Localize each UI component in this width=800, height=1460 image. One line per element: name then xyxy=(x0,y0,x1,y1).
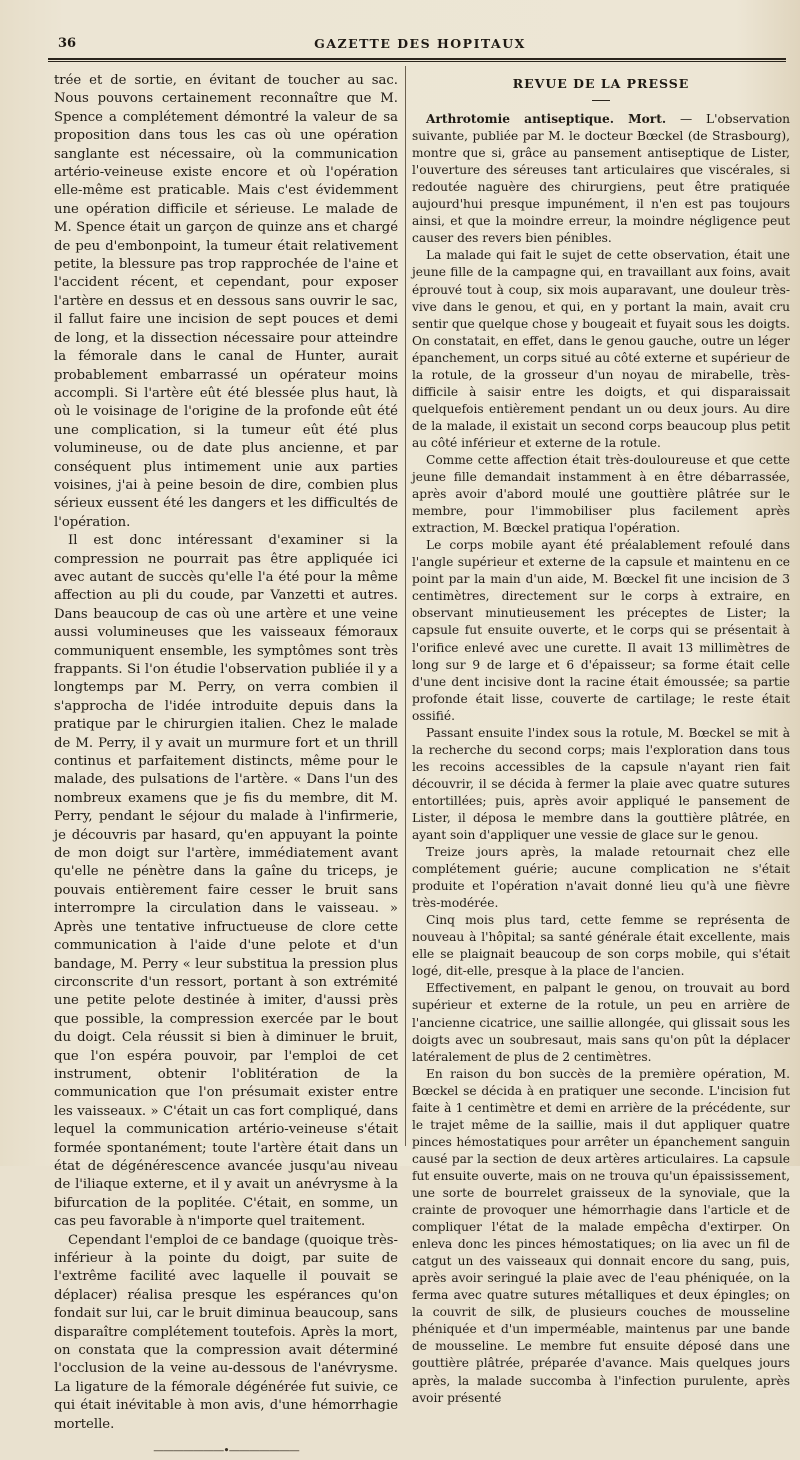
paragraph: Il est donc intéressant d'examiner si la compression ne pourrait pas être appliquée ici avec autant de succès qu'elle l'a été pour la même affection au pli du coude, par Vanzetti et autres. Dans beaucoup de cas où une artère et une veine aussi volumineuses que les vaisseaux fémoraux communiquent ensemble, les symptômes sont très frappants. Si l'on étudie l'observation publiée il y a longtemps par M. Perry, on verra combien il s'approcha de l'idée introduite depuis dans la pratique par le chirurgien italien. Chez le malade de M. Perry, il y avait un murmure fort et un thrill continus et parfaitement distincts, même pour le malade, des pulsations de l'artère. « Dans l'un des nombreux examens que je fis du membre, dit M. Perry, pendant le séjour du malade à l'infirmerie, je découvris par hasard, qu'en appuyant la pointe de mon doigt sur l'artère, immédiatement avant qu'elle ne pénètre dans la gaîne du triceps, je pouvais entièrement faire cesser le bruit sans interrompre la circulation dans le vaisseau. » Après une tentative infructueuse de clore cette communication à l'aide d'une pelote et d'un bandage, M. Perry « leur substitua la pression plus circonscrite d'un ressort, portant à son extrémité une petite pelote destinée à imiter, d'aussi près que possible, la compression exercée par le bout du doigt. Cela réussit si bien à diminuer le bruit, que l'on espéra pouvoir, par l'emploi de cet instrument, obtenir l'oblitération de la communication que l'on présumait exister entre les vaisseaux. » C'était un cas fort compliqué, dans lequel la communication artério-veineuse s'était formée spontanément; toute l'artère était dans un état de dégénérescence avancée jusqu'au niveau de l'iliaque externe, et il y avait un anévrysme à la bifurcation de la poplitée. C'était, en somme, un cas peu favorable à n'importe quel traitement. xyxy=(54,533,398,1230)
right-column xyxy=(412,72,790,1407)
paragraph: Treize jours après, la malade retournait chez elle complétement guérie; aucune complication ne s'était produite et l'opération n'avait donné lieu qu'à une fièvre très-modérée. xyxy=(412,845,790,911)
paragraph: Cinq mois plus tard, cette femme se représenta de nouveau à l'hôpital; sa santé générale était excellente, mais elle se plaignait beaucoup de son corps mobile, qui s'était logé, dit-elle, presque à la place de l'ancien. xyxy=(412,913,790,979)
paragraph: trée et de sortie, en évitant de toucher au sac. Nous pouvons certainement reconnaître que M. Spence a complétement démontré la valeur de sa proposition dans tous les cas où une opération sanglante est nécessaire, où la communication artério-veineuse existe encore et où l'opération elle-même est praticable. Mais c'est évidemment une opération difficile et sérieuse. Le malade de M. Spence était un garçon de quinze ans et chargé de peu d'embonpoint, la tumeur était relativement petite, la blessure pas trop rapprochée de l'aine et l'accident récent, et cependant, pour exposer l'artère en dessus et en dessous sans ouvrir le sac, il fallut faire une incision de sept pouces et demi de long, et la dissection nécessaire pour atteindre la fémorale dans le canal de Hunter, aurait probablement embarrassé un opérateur moins accompli. Si l'artère eût été blessée plus haut, là où le voisinage de l'origine de la profonde eût été une complication, si la tumeur eût été plus volumineuse, ou de date plus ancienne, et par conséquent plus intimement unie aux parties voisines, j'ai à peine besoin de dire, combien plus sérieux eussent été les dangers et les difficultés de l'opération. xyxy=(54,73,398,530)
article-title: Arthrotomie antiseptique. Mort. xyxy=(426,112,667,127)
heading-rule xyxy=(592,100,610,101)
paragraph: Effectivement, en palpant le genou, on trouvait au bord supérieur et externe de la rotule, un peu en arrière de l'ancienne cicatrice, une saillie allongée, qui glissait sous les doigts avec un soubresaut, mais sans qu'on pût la déplacer latéralement de plus de 2 centimètres. xyxy=(412,981,790,1064)
left-column xyxy=(54,72,398,1460)
paragraph: En raison du bon succès de la première opération, M. Bœckel se décida à en pratiquer une seconde. L'incision fut faite à 1 centimètre et demi en arrière de la précédente, sur le trajet même de la saillie, mais il dut appliquer quatre pinces hémostatiques pour arrêter un épanchement sanguin causé par la section de deux artères articulaires. La capsule fut ensuite ouverte, mais on ne trouva qu'un épaississement, une sorte de bourrelet graisseux de la synoviale, que la crainte de provoquer une hémorrhagie dans l'article et de compliquer l'état de la malade empêcha d'extirper. On enleva donc les pinces hémostatiques; on lia avec un fil de catgut un des vaisseaux qui donnait encore du sang, puis, après avoir seringué la plaie avec de l'eau phéniquée, on la ferma avec quatre sutures métalliques et deux épingles; on la couvrit de silk, de plusieurs couches de mousseline phéniquée et d'un imperméable, maintenus par une bande de mousseline. Le membre fut ensuite déposé dans une gouttière plâtrée, préparée d'avance. Mais quelques jours après, la malade succomba à l'infection purulente, après avoir présenté xyxy=(412,1066,790,1405)
running-title: GAZETTE DES HOPITAUX xyxy=(314,36,526,51)
section-heading: REVUE DE LA PRESSE xyxy=(512,76,690,91)
article-lead-paragraph xyxy=(412,111,790,247)
page-number: 36 xyxy=(58,36,77,51)
paragraph: Comme cette affection était très-douloureuse et que cette jeune fille demandait instamment à en être débarrassée, après avoir d'abord moulé une gouttière plâtrée sur le membre, pour l'immobiliser plus facilement après extraction, M. Bœckel pratiqua l'opération. xyxy=(412,452,790,536)
end-ornament: ———————•——————— xyxy=(153,1444,299,1458)
paragraph: La malade qui fait le sujet de cette observation, était une jeune fille de la campagne qui, en travaillant aux foins, avait éprouvé tout à coup, six mois auparavant, une douleur très-vive dans le genou, et qui, en y portant la main, avait cru sentir que quelque chose y bougeait et fuyait sous les doigts. On constatait, en effet, dans le genou gauche, outre un léger épanchement, un corps situé au côté externe et supérieur de la rotule, de la grosseur d'un noyau de mirabelle, très-difficile à saisir entre les doigts, et qui disparaissait quelquefois entièrement pendant un ou deux jours. Au dire de la malade, il existait un second corps beaucoup plus petit au côté inférieur et externe de la rotule. xyxy=(412,248,790,450)
paragraph: Le corps mobile ayant été préalablement refoulé dans l'angle supérieur et externe de la capsule et maintenu en ce point par la main d'un aide, M. Bœckel fit une incision de 3 centimètres, directement sur le corps à extraire, en observant minutieusement les préceptes de Lister; la capsule fut ensuite ouverte, et le corps qui se présentait à l'orifice enlevé avec une curette. Il avait 13 millimètres de long sur 9 de large et 6 d'épaisseur; sa forme était celle d'une dent incisive dont la racine était émoussée; sa partie profonde était lisse, couverte de cartilage; le reste était ossifié. xyxy=(412,538,790,723)
paragraph: Passant ensuite l'index sous la rotule, M. Bœckel se mit à la recherche du second corps; mais l'exploration dans tous les recoins accessibles de la capsule n'ayant rien fait découvrir, il se décida à fermer la plaie avec quatre sutures entortillées; puis, après avoir appliqué le pansement de Lister, il déposa le membre dans la gouttière plâtrée, en ayant soin d'appliquer une vessie de glace sur le genou. xyxy=(412,725,790,843)
column-divider xyxy=(405,66,406,1146)
article-lead-text: — L'observation suivante, publiée par M. le docteur Bœckel (de Strasbourg), montre que si, grâce au pansement antiseptique de Lister, l'ouverture des séreuses tant articulaires que viscérales, si redoutée naguère des chirurgiens, peut être pratiquée aujourd'hui presque impunément, il n'en est pas toujours ainsi, et que la moindre erreur, la moindre négligence peut causer des revers bien pénibles. xyxy=(412,112,791,246)
paragraph: Cependant l'emploi de ce bandage (quoique très-inférieur à la pointe du doigt, par suite de l'extrême facilité avec laquelle il pouvait se déplacer) réalisa presque les espérances qu'on fondait sur lui, car le bruit diminua beaucoup, sans disparaître complétement toutefois. Après la mort, on constata que la compression avait déterminé l'occlusion de la veine au-dessous de l'anévrysme. La ligature de la fémorale dégénérée fut suivie, ce qui était inévitable à mon avis, d'une hémorrhagie mortelle. xyxy=(54,1232,398,1432)
page-header xyxy=(58,34,782,56)
header-rule xyxy=(48,58,786,62)
